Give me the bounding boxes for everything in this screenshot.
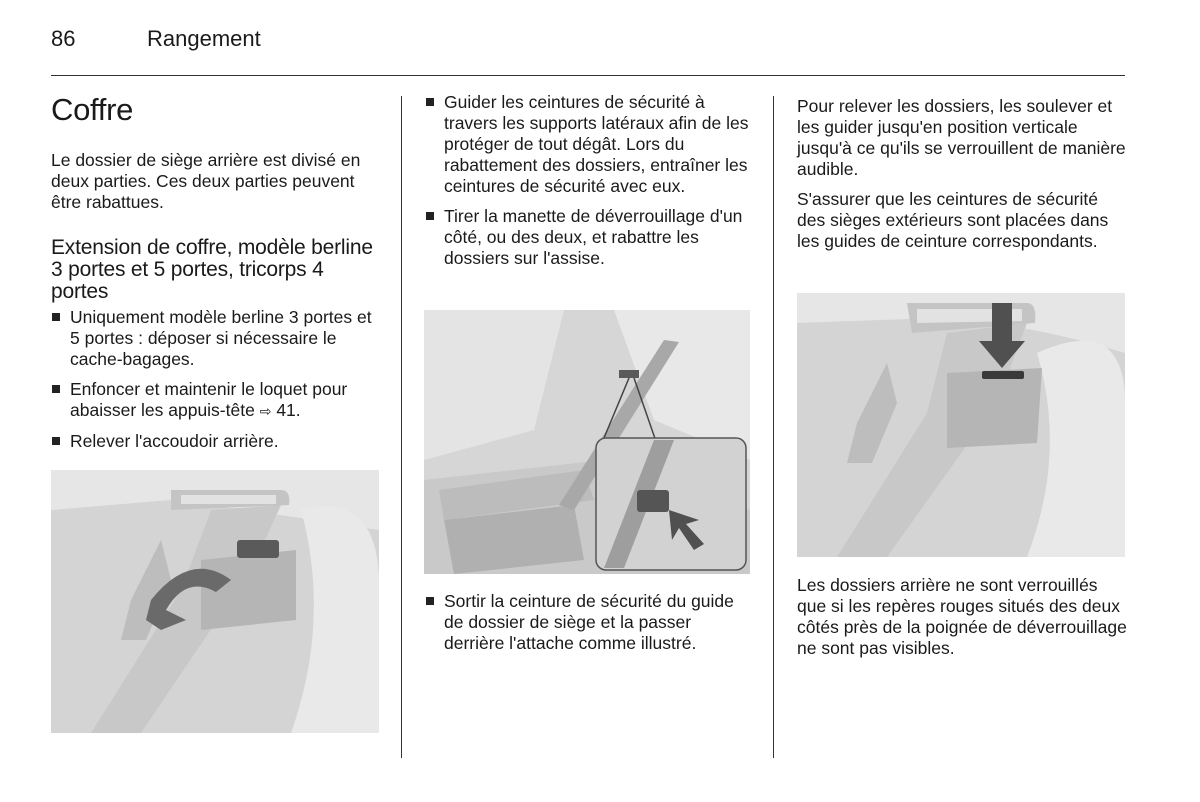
page-reference[interactable]: 41. xyxy=(276,400,301,420)
column-divider-1 xyxy=(401,96,402,758)
illustration-headrest-latch xyxy=(51,470,379,733)
page-heading: Coffre xyxy=(51,92,134,127)
list-item-text: Tirer la manette de déverrouillage d'un côté, ou des deux, et rabattre les dossiers sur l'assise. xyxy=(444,206,743,268)
section-title: Rangement xyxy=(147,26,261,51)
bullet-square-icon xyxy=(426,212,434,220)
column-2-lower xyxy=(425,591,755,663)
bullet-square-icon xyxy=(52,313,60,321)
header-rule xyxy=(51,75,1125,76)
list-item xyxy=(51,379,381,422)
column-3 xyxy=(797,96,1127,261)
page-number: 86 xyxy=(51,26,76,51)
column-2 xyxy=(425,92,755,278)
illustration-belt-guide xyxy=(797,293,1125,557)
page-reference-arrow-icon: ⇨ xyxy=(259,403,272,419)
list-item xyxy=(51,307,381,370)
list-item xyxy=(425,591,755,654)
paragraph: S'assurer que les ceintures de sécurité des sièges extérieurs sont placées dans les guides de ceinture correspondants. xyxy=(797,189,1109,251)
list-item xyxy=(51,431,381,452)
list-item xyxy=(425,92,755,197)
list-item-text: Uniquement modèle berline 3 portes et 5 portes : déposer si nécessaire le cache-bagages. xyxy=(70,307,372,369)
paragraph: Les dossiers arrière ne sont verrouillés que si les repères rouges situés des deux côtés près de la poignée de déverrouillage ne sont pas visibles. xyxy=(797,575,1127,658)
list-item-text: Guider les ceintures de sécurité à travers les supports latéraux afin de les protéger de tout dégât. Lors du rabattement des dossiers, entraîner les ceintures de sécurité avec eux. xyxy=(444,92,749,196)
intro-paragraph: Le dossier de siège arrière est divisé en deux parties. Ces deux parties peuvent être rabattues. xyxy=(51,150,361,212)
list-item-text: Enfoncer et maintenir le loquet pour abaisser les appuis-tête xyxy=(70,379,348,420)
list-item-text: Relever l'accoudoir arrière. xyxy=(70,431,279,451)
subsection-heading: Extension de coffre, modèle berline 3 portes et 5 portes, tricorps 4 portes xyxy=(51,236,373,303)
list-item xyxy=(425,206,755,269)
paragraph: Pour relever les dossiers, les soulever et les guider jusqu'en position verticale jusqu'à ce qu'ils se verrouillent de manière audible. xyxy=(797,96,1126,179)
list-item-text: Sortir la ceinture de sécurité du guide de dossier de siège et la passer derrière l'attache comme illustré. xyxy=(444,591,734,653)
column-divider-2 xyxy=(773,96,774,758)
illustration-seat-folding xyxy=(424,310,750,574)
bullet-square-icon xyxy=(52,385,60,393)
column-3-lower xyxy=(797,575,1127,668)
bullet-square-icon xyxy=(426,597,434,605)
bullet-square-icon xyxy=(426,98,434,106)
bullet-square-icon xyxy=(52,437,60,445)
column-1 xyxy=(51,92,381,461)
